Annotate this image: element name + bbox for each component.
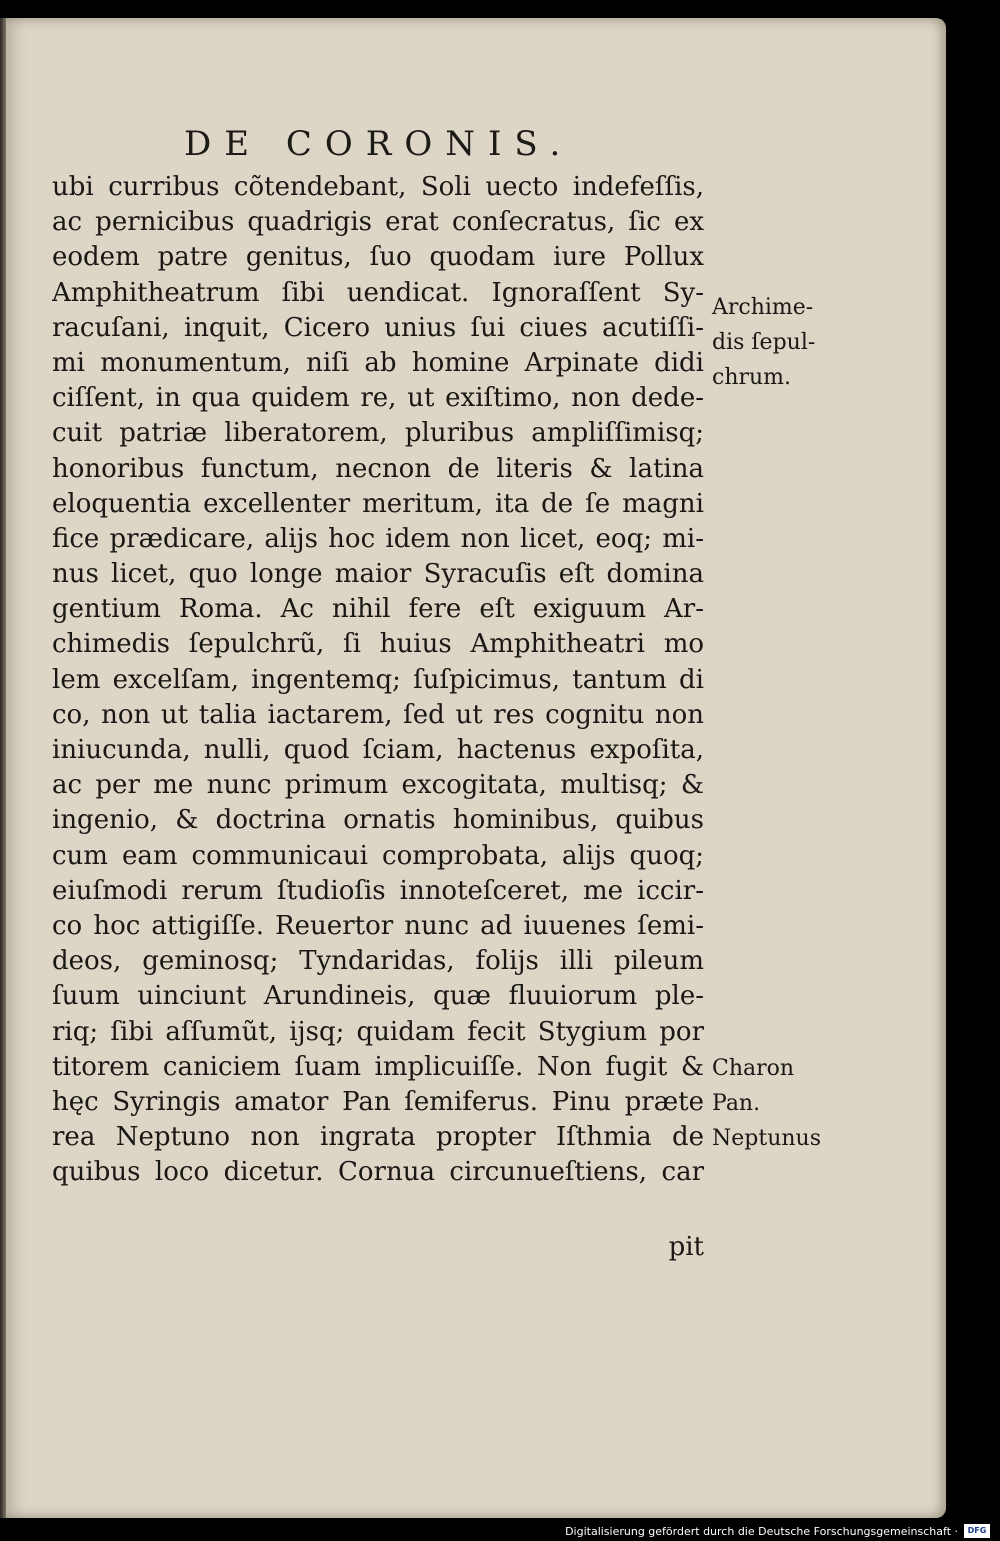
text-line: fice prædicare, alijs hoc idem non licet, eoq; mi-	[52, 523, 704, 554]
text-line: cuit patriæ liberatorem, pluribus ampliſſimisq;	[52, 418, 704, 449]
text-line: deos, geminosq; Tyndaridas, folijs illi pileum	[52, 946, 704, 977]
dfg-logo: DFG	[964, 1524, 990, 1538]
text-line: mi monumentum, niſi ab homine Arpinate didi	[52, 347, 704, 378]
text-line: eodem patre genitus, ſuo quodam iure Pollux	[52, 242, 704, 273]
text-line: riq; ſibi aſſumũt, ijsq; quidam fecit Stygium por	[52, 1016, 704, 1047]
text-line: nus licet, quo longe maior Syracuſis eſt domina	[52, 559, 704, 590]
text-line: ſuum uinciunt Arundineis, quæ fluuiorum ple-	[52, 981, 704, 1012]
text-line: ac per me nunc primum excogitata, multisq; &	[52, 770, 704, 801]
marginal-note-archimedes	[712, 290, 815, 395]
text-line: ubi curribus cõtendebant, Soli uecto indefeſſis,	[52, 172, 704, 202]
text-line: lem excelſam, ingentemq; ſuſpicimus, tantum di	[52, 664, 704, 695]
body-text	[52, 170, 704, 1190]
text-line: eloquentia excellenter meritum, ita de ſe magni	[52, 488, 704, 519]
marginal-note-line: Neptunus	[712, 1126, 821, 1151]
text-line: cum eam communicaui comprobata, alijs quoq;	[52, 840, 704, 871]
text-line: titorem caniciem ſuam implicuiſſe. Non fugit &	[52, 1051, 704, 1082]
text-line: ciſſent, in qua quidem re, ut exiſtimo, non dede-	[52, 383, 704, 414]
marginal-note-line: dis ſepul-	[712, 330, 816, 355]
running-head: DE CORONIS.	[184, 124, 574, 164]
text-line: co, non ut talia iactarem, ſed ut res cognitu non	[52, 699, 704, 730]
text-line: honoribus functum, necnon de literis & latina	[52, 453, 704, 484]
text-line: ac pernicibus quadrigis erat conſecratus, ſic ex	[52, 207, 704, 238]
marginal-note-line: Pan.	[712, 1091, 761, 1116]
text-line: quibus loco dicetur. Cornua circunueſtiens, car	[52, 1157, 704, 1188]
text-line: chimedis ſepulchrũ, ſi huius Amphitheatri mo	[52, 629, 704, 660]
text-line: ingenio, & doctrina ornatis hominibus, quibus	[52, 805, 704, 836]
text-line: iniucunda, nulli, quod ſciam, hactenus expoſita,	[52, 735, 704, 765]
marginal-note-line: Archime-	[712, 295, 814, 320]
text-line: racuſani, inquit, Cicero unius ſui ciues acutiſſi-	[52, 312, 704, 343]
text-line: hęc Syringis amator Pan ſemiferus. Pinu præte	[52, 1086, 704, 1117]
text-line: Amphitheatrum ſibi uendicat. Ignoraſſent Sy-	[52, 277, 704, 308]
text-line: eiuſmodi rerum ſtudioſis innoteſceret, me iccir-	[52, 875, 704, 906]
text-line: gentium Roma. Ac nihil fere eſt exiguum Ar-	[52, 594, 704, 625]
marginal-note-line: Charon	[712, 1056, 795, 1081]
marginal-note-charon	[712, 1051, 821, 1156]
marginal-note-line: chrum.	[712, 365, 792, 390]
text-line: co hoc attigiſſe. Reuertor nunc ad iuuenes ſemi-	[52, 910, 704, 941]
text-line: rea Neptuno non ingrata propter Iſthmia de	[52, 1122, 704, 1153]
catchword: pit	[668, 1232, 704, 1262]
digitization-credit: Digitalisierung gefördert durch die Deutsche Forschungsgemeinschaft ·	[565, 1525, 958, 1538]
